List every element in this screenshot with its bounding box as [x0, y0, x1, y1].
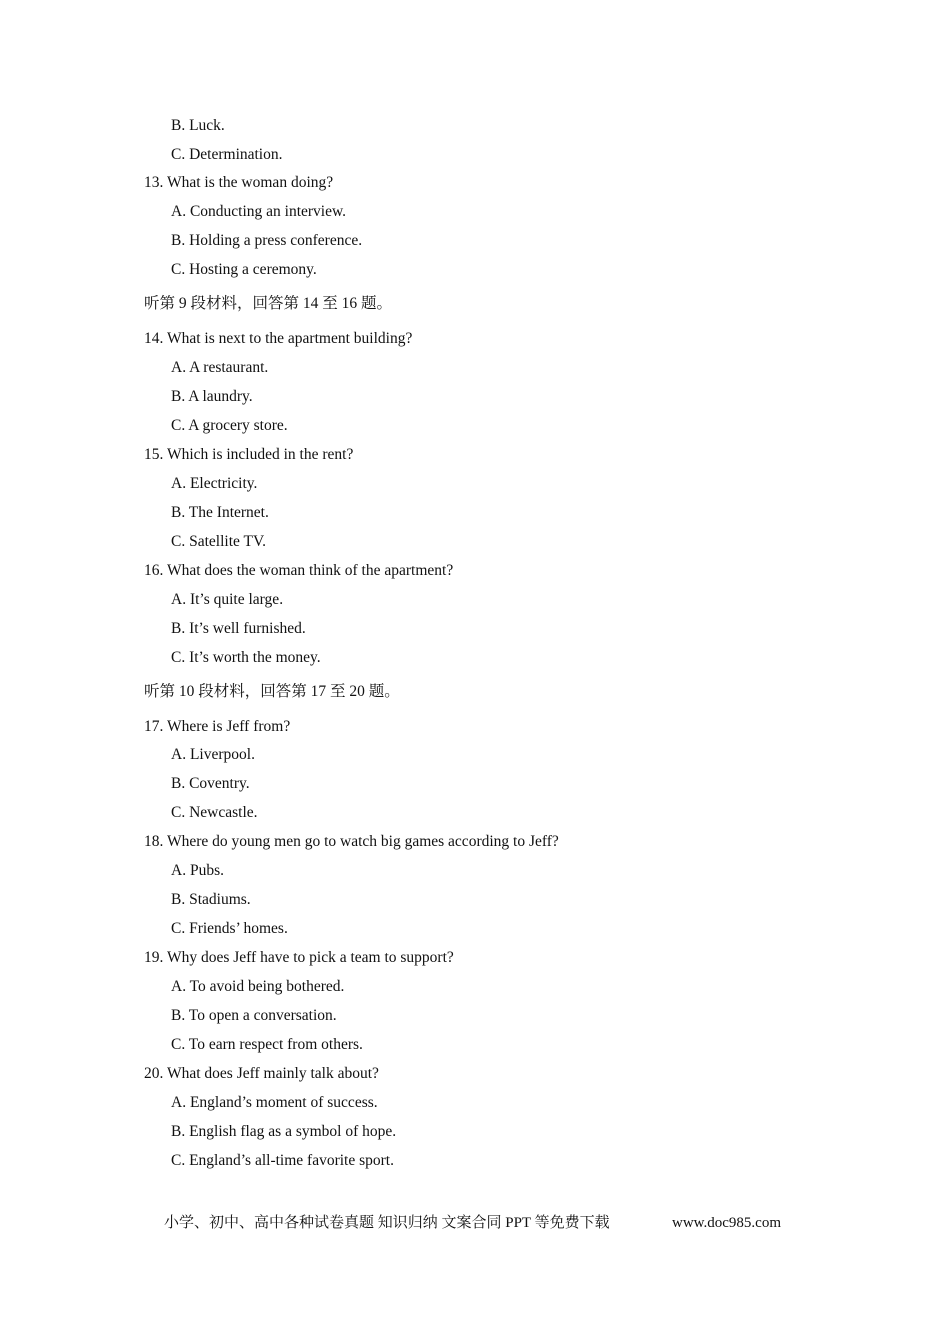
answer-option: A. Liverpool.	[171, 746, 255, 763]
question-stem: 16. What does the woman think of the apartment?	[144, 562, 454, 579]
answer-option: C. A grocery store.	[171, 417, 288, 434]
answer-option: A. Conducting an interview.	[171, 203, 347, 220]
answer-option: C. Satellite TV.	[171, 533, 267, 550]
answer-option: A. It’s quite large.	[171, 591, 284, 608]
answer-option: B. Stadiums.	[171, 891, 251, 908]
question-stem: 13. What is the woman doing?	[144, 174, 334, 191]
answer-option: A. England’s moment of success.	[171, 1094, 378, 1111]
answer-option: B. To open a conversation.	[171, 1007, 337, 1024]
question-stem: 19. Why does Jeff have to pick a team to support?	[144, 949, 454, 966]
answer-option: C. Newcastle.	[171, 804, 258, 821]
question-stem: 20. What does Jeff mainly talk about?	[144, 1065, 379, 1082]
section-instruction: 听第 10 段材料，回答第 17 至 20 题。	[144, 683, 400, 700]
question-stem: 15. Which is included in the rent?	[144, 446, 354, 463]
answer-option: B. Holding a press conference.	[171, 232, 363, 249]
answer-option: C. Friends’ homes.	[171, 920, 288, 937]
footer-website: www.doc985.com	[672, 1215, 782, 1231]
question-stem: 18. Where do young men go to watch big games according to Jeff?	[144, 833, 559, 850]
answer-option: B. English flag as a symbol of hope.	[171, 1123, 397, 1140]
answer-option: C. To earn respect from others.	[171, 1036, 363, 1053]
footer-ad-text: 小学、初中、高中各种试卷真题 知识归纳 文案合同 PPT 等免费下载	[164, 1215, 610, 1231]
section-instruction: 听第 9 段材料，回答第 14 至 16 题。	[144, 295, 393, 312]
answer-option: B. It’s well furnished.	[171, 620, 306, 637]
answer-option: A. Electricity.	[171, 475, 258, 492]
question-stem: 17. Where is Jeff from?	[144, 718, 291, 735]
question-stem: 14. What is next to the apartment building?	[144, 330, 413, 347]
answer-option: C. Determination.	[171, 146, 283, 163]
answer-option: C. England’s all-time favorite sport.	[171, 1152, 394, 1169]
answer-option: C. It’s worth the money.	[171, 649, 321, 666]
answer-option: A. Pubs.	[171, 862, 224, 879]
answer-option: B. A laundry.	[171, 388, 253, 405]
answer-option: B. Coventry.	[171, 775, 250, 792]
answer-option: B. The Internet.	[171, 504, 269, 521]
answer-option: B. Luck.	[171, 117, 225, 134]
answer-option: C. Hosting a ceremony.	[171, 261, 317, 278]
answer-option: A. A restaurant.	[171, 359, 269, 376]
answer-option: A. To avoid being bothered.	[171, 978, 345, 995]
